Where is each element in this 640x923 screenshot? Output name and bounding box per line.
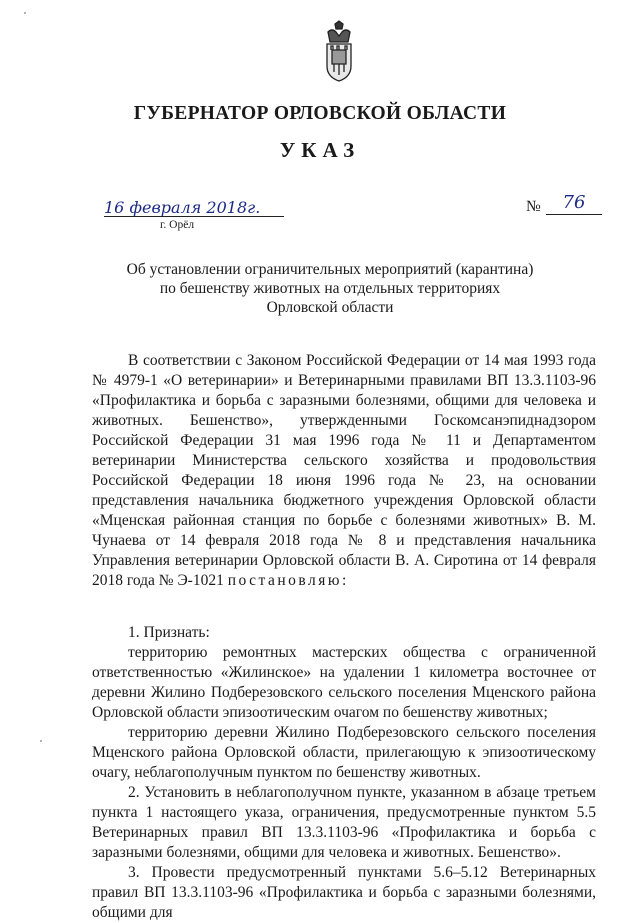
decree-word: постановляю:: [227, 572, 349, 589]
handwritten-number: 76: [562, 192, 586, 213]
document-type: УКАЗ: [279, 138, 361, 162]
number-label: №: [526, 198, 541, 215]
city-label: г. Орёл: [160, 219, 195, 231]
preamble-text: В соответствии с Законом Российской Федерации от 14 мая 1993 года № 4979-1 «О ветеринарии» и Ветеринарными правилами ВП 13.3.1103-96 «Профилактика и борьба с заразными болезнями, общими для человека и животных. Бешенство», утвержденными Госкомсанэпиднадзором Российской Федерации 31 мая 1996 года № 11 и Департаментом ветеринарии Министерства сельского хозяйства и продовольствия Российской Федерации 18 июня 1996 года № 23, на основании представления начальника бюджетного учреждения Орловской области «Мценская районная станция по борьбе с болезнями животных» В. М. Чунаева от 14 февраля 2018 года № 8 и представления начальника Управления ветеринарии Орловской области В. А. Сиротина от 14 февраля 2018 года № Э-1021: [92, 352, 596, 589]
subject-line: Орловской области: [266, 299, 394, 316]
decree-body: [92, 351, 596, 923]
item-1-paragraph-a: территорию ремонтных мастерских общества с ограниченной ответственностью «Жилинское» на удалении 1 километра восточнее от деревни Жилино Подберезовского сельского поселения Мценского района Орловской области эпизоотическим очагом по бешенству животных;: [92, 644, 596, 721]
scan-speck: [40, 740, 42, 742]
subject-line: по бешенству животных на отдельных территориях: [159, 280, 501, 297]
date-underline: [104, 216, 284, 217]
number-underline: [546, 214, 602, 215]
item-1-heading: 1. Признать:: [128, 624, 210, 641]
preamble-paragraph: [92, 351, 596, 591]
issuer-title: ГУБЕРНАТОР ОРЛОВСКОЙ ОБЛАСТИ: [133, 103, 507, 124]
handwritten-date: 16 февраля 2018г.: [104, 198, 261, 217]
decree-subject: [120, 260, 540, 317]
coat-of-arms-emblem: [322, 20, 356, 82]
item-1-paragraph-b: территорию деревни Жилино Подберезовского сельского поселения Мценского района Орловской области, прилегающую к эпизоотическому очагу, неблагополучным пунктом по бешенству животных.: [92, 724, 596, 781]
item-3-paragraph: 3. Провести предусмотренный пунктами 5.6–5.12 Ветеринарных правил ВП 13.3.1103-96 «Профилактика и борьба с заразными болезнями, общими для: [92, 864, 596, 921]
subject-line: Об установлении ограничительных мероприятий (карантина): [126, 261, 534, 278]
scan-speck: [24, 12, 26, 14]
item-2-paragraph: 2. Установить в неблагополучном пункте, указанном в абзаце третьем пункта 1 настоящего указа, ограничения, предусмотренные пунктом 5.5 Ветеринарных правил ВП 13.3.1103-96 «Профилактика и борьба с заразными болезнями, общими для человека и животных. Бешенство».: [92, 784, 596, 861]
